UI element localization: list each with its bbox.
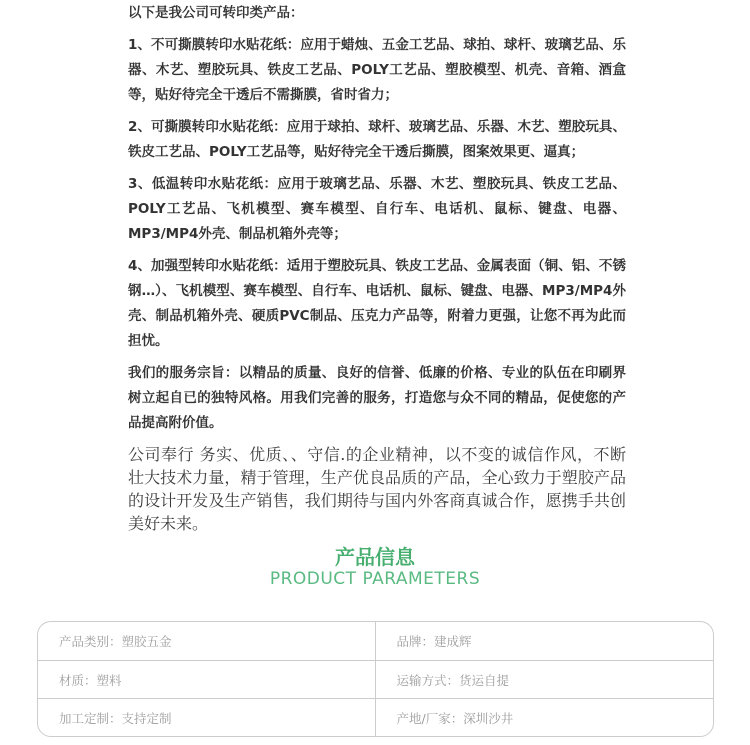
section-header	[0, 545, 750, 590]
product-paragraph-4: 4、加强型转印水贴花纸：适用于塑胶玩具、铁皮工艺品、金属表面（铜、铝、不锈钢…）、飞机模型、赛车模型、自行车、电话机、鼠标、键盘、电器、MP3/MP4外壳、制品机箱外壳、硬质PVC制品、压克力产品等，附着力更强，让您不再为此而担忧。	[128, 258, 626, 349]
intro-paragraph: 以下是我公司可转印类产品：	[128, 5, 304, 21]
param-value: 塑胶五金	[121, 634, 172, 649]
param-separator: ：	[109, 634, 122, 649]
param-separator: ：	[84, 672, 97, 688]
param-label: 产地/厂家	[396, 710, 451, 726]
param-value: 塑料	[96, 672, 122, 688]
product-description	[128, 0, 626, 535]
service-paragraph: 我们的服务宗旨：以精品的质量、良好的信誉、低廉的价格、专业的队伍在印刷界树立起自已的独特风格。用我们完善的服务，打造您与众不同的精品，促使您的产品提高附价值。	[128, 365, 626, 431]
table-row	[38, 622, 713, 660]
product-paragraph-1: 1、不可撕膜转印水贴花纸：应用于蜡烛、五金工艺品、球拍、球杆、玻璃艺品、乐器、木艺、塑胶玩具、铁皮工艺品、POLY工艺品、塑胶模型、机壳、音箱、酒盒等，贴好待完全干透后不需撕膜，省时省力；	[128, 37, 626, 103]
param-separator: ：	[109, 710, 122, 726]
param-label: 材质	[59, 672, 85, 688]
param-cell-shipping	[376, 661, 714, 698]
param-value: 建成辉	[434, 634, 472, 649]
table-row	[38, 698, 713, 736]
product-paragraph-3: 3、低温转印水贴花纸：应用于玻璃艺品、乐器、木艺、塑胶玩具、铁皮工艺品、POLY工艺品、飞机模型、赛车模型、自行车、电话机、鼠标、键盘、电器、MP3/MP4外壳、制品机箱外壳等；	[128, 176, 626, 242]
section-title-en: PRODUCT PARAMETERS	[269, 569, 481, 589]
param-label: 加工定制	[59, 710, 110, 726]
param-cell-origin	[376, 699, 714, 736]
param-separator: ：	[421, 634, 435, 649]
param-label: 运输方式	[396, 672, 447, 688]
param-value: 货运自提	[459, 672, 510, 688]
param-cell-brand	[376, 622, 714, 660]
parameters-table	[37, 621, 714, 737]
param-separator: ：	[446, 672, 460, 688]
company-philosophy-paragraph: 公司奉行 务实、优质、、守信.的企业精神，以不变的诚信作风，不断壮大技术力量，精于管理，生产优良品质的产品，全心致力于塑胶产品的设计开发及生产销售，我们期待与国内外客商真诚合作，愿携手共创美好未来。	[128, 445, 626, 533]
param-label: 品牌	[396, 634, 422, 649]
param-cell-category	[38, 622, 376, 660]
param-cell-customization	[38, 699, 376, 736]
product-paragraph-2: 2、可撕膜转印水贴花纸：应用于球拍、球杆、玻璃艺品、乐器、木艺、塑胶玩具、铁皮工艺品、POLY工艺品等，贴好待完全干透后撕膜，图案效果更、逼真；	[128, 119, 626, 160]
param-cell-material	[38, 661, 376, 698]
param-label: 产品类别	[59, 634, 110, 649]
table-row	[38, 660, 713, 698]
param-separator: ：	[450, 710, 464, 726]
param-value: 支持定制	[121, 710, 172, 726]
section-title-cn: 产品信息	[335, 545, 415, 569]
param-value: 深圳沙井	[463, 710, 514, 726]
